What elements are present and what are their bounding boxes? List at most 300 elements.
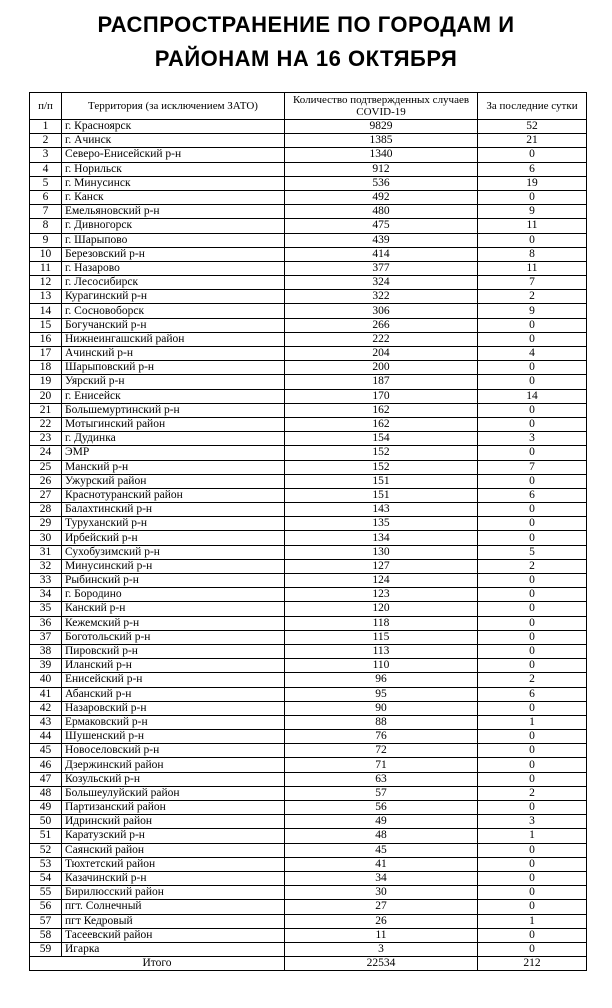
row-number: 9 xyxy=(30,233,62,247)
row-last-day: 0 xyxy=(478,190,587,204)
row-confirmed: 134 xyxy=(285,531,478,545)
row-last-day: 1 xyxy=(478,715,587,729)
table-row xyxy=(30,190,587,204)
page-title-line-2: РАЙОНАМ НА 16 ОКТЯБРЯ xyxy=(154,46,458,71)
row-number: 56 xyxy=(30,900,62,914)
row-number: 35 xyxy=(30,602,62,616)
row-confirmed: 63 xyxy=(285,772,478,786)
row-last-day: 14 xyxy=(478,389,587,403)
row-last-day: 0 xyxy=(478,574,587,588)
row-territory: Енисейский р-н xyxy=(62,673,285,687)
table-row xyxy=(30,801,587,815)
row-number: 1 xyxy=(30,120,62,134)
row-number: 48 xyxy=(30,786,62,800)
row-confirmed: 322 xyxy=(285,290,478,304)
row-territory: Мотыгинский район xyxy=(62,417,285,431)
table-row xyxy=(30,417,587,431)
row-territory: Курагинский р-н xyxy=(62,290,285,304)
row-number: 15 xyxy=(30,318,62,332)
row-confirmed: 49 xyxy=(285,815,478,829)
row-number: 59 xyxy=(30,942,62,956)
table-row xyxy=(30,503,587,517)
row-number: 33 xyxy=(30,574,62,588)
row-territory: Минусинский р-н xyxy=(62,559,285,573)
row-number: 12 xyxy=(30,276,62,290)
row-number: 3 xyxy=(30,148,62,162)
row-number: 25 xyxy=(30,460,62,474)
table-row xyxy=(30,758,587,772)
row-last-day: 0 xyxy=(478,588,587,602)
row-confirmed: 492 xyxy=(285,190,478,204)
table-row xyxy=(30,233,587,247)
row-confirmed: 200 xyxy=(285,361,478,375)
row-number: 22 xyxy=(30,417,62,431)
row-number: 47 xyxy=(30,772,62,786)
table-row xyxy=(30,630,587,644)
table-row xyxy=(30,148,587,162)
covid-cases-table xyxy=(29,92,587,971)
row-territory: Каратузский р-н xyxy=(62,829,285,843)
table-row xyxy=(30,886,587,900)
table-row xyxy=(30,687,587,701)
row-confirmed: 27 xyxy=(285,900,478,914)
row-number: 58 xyxy=(30,928,62,942)
header-last-day: За последние сутки xyxy=(478,93,587,120)
row-territory: Игарка xyxy=(62,942,285,956)
table-row xyxy=(30,701,587,715)
row-territory: Рыбинский р-н xyxy=(62,574,285,588)
row-confirmed: 30 xyxy=(285,886,478,900)
row-number: 49 xyxy=(30,801,62,815)
row-territory: Емельяновский р-н xyxy=(62,205,285,219)
row-territory: Канский р-н xyxy=(62,602,285,616)
row-territory: г. Ачинск xyxy=(62,134,285,148)
table-row xyxy=(30,205,587,219)
row-territory: пгт Кедровый xyxy=(62,914,285,928)
row-territory: г. Сосновоборск xyxy=(62,304,285,318)
row-confirmed: 377 xyxy=(285,261,478,275)
row-confirmed: 41 xyxy=(285,857,478,871)
table-row xyxy=(30,176,587,190)
table-row xyxy=(30,247,587,261)
row-last-day: 3 xyxy=(478,432,587,446)
row-last-day: 0 xyxy=(478,644,587,658)
row-last-day: 0 xyxy=(478,503,587,517)
table-row xyxy=(30,120,587,134)
row-territory: Назаровский р-н xyxy=(62,701,285,715)
row-number: 54 xyxy=(30,871,62,885)
row-confirmed: 3 xyxy=(285,942,478,956)
row-last-day: 3 xyxy=(478,815,587,829)
row-territory: Ачинский р-н xyxy=(62,347,285,361)
row-territory: Уярский р-н xyxy=(62,375,285,389)
table-row xyxy=(30,474,587,488)
row-last-day: 0 xyxy=(478,758,587,772)
row-last-day: 0 xyxy=(478,531,587,545)
row-number: 26 xyxy=(30,474,62,488)
row-confirmed: 72 xyxy=(285,744,478,758)
table-row xyxy=(30,517,587,531)
row-confirmed: 90 xyxy=(285,701,478,715)
row-confirmed: 118 xyxy=(285,616,478,630)
table-row xyxy=(30,928,587,942)
row-last-day: 0 xyxy=(478,928,587,942)
row-confirmed: 88 xyxy=(285,715,478,729)
row-last-day: 6 xyxy=(478,687,587,701)
header-territory: Территория (за исключением ЗАТО) xyxy=(62,93,285,120)
row-confirmed: 124 xyxy=(285,574,478,588)
table-row xyxy=(30,545,587,559)
table-row xyxy=(30,843,587,857)
row-territory: Бирилюсский район xyxy=(62,886,285,900)
row-last-day: 9 xyxy=(478,304,587,318)
row-confirmed: 56 xyxy=(285,801,478,815)
row-confirmed: 152 xyxy=(285,446,478,460)
row-territory: Северо-Енисейский р-н xyxy=(62,148,285,162)
row-number: 34 xyxy=(30,588,62,602)
row-territory: Большеулуйский район xyxy=(62,786,285,800)
row-last-day: 0 xyxy=(478,942,587,956)
row-last-day: 11 xyxy=(478,219,587,233)
table-row xyxy=(30,332,587,346)
row-number: 19 xyxy=(30,375,62,389)
row-last-day: 1 xyxy=(478,829,587,843)
row-confirmed: 115 xyxy=(285,630,478,644)
row-number: 50 xyxy=(30,815,62,829)
table-row xyxy=(30,276,587,290)
table-row xyxy=(30,389,587,403)
row-confirmed: 439 xyxy=(285,233,478,247)
row-last-day: 0 xyxy=(478,233,587,247)
row-territory: Боготольский р-н xyxy=(62,630,285,644)
row-number: 7 xyxy=(30,205,62,219)
row-number: 23 xyxy=(30,432,62,446)
row-territory: г. Бородино xyxy=(62,588,285,602)
table-row xyxy=(30,616,587,630)
row-last-day: 0 xyxy=(478,871,587,885)
header-row xyxy=(30,93,587,120)
row-territory: Саянский район xyxy=(62,843,285,857)
row-confirmed: 536 xyxy=(285,176,478,190)
row-territory: Ермаковский р-н xyxy=(62,715,285,729)
total-last-day: 212 xyxy=(478,957,587,971)
row-territory: Балахтинский р-н xyxy=(62,503,285,517)
row-confirmed: 480 xyxy=(285,205,478,219)
table-row xyxy=(30,162,587,176)
row-territory: Абанский р-н xyxy=(62,687,285,701)
table-row xyxy=(30,715,587,729)
table-row xyxy=(30,588,587,602)
row-territory: ЭМР xyxy=(62,446,285,460)
row-confirmed: 154 xyxy=(285,432,478,446)
table-row xyxy=(30,375,587,389)
row-confirmed: 1385 xyxy=(285,134,478,148)
row-territory: г. Назарово xyxy=(62,261,285,275)
table-row xyxy=(30,772,587,786)
row-confirmed: 475 xyxy=(285,219,478,233)
row-last-day: 0 xyxy=(478,659,587,673)
table-row xyxy=(30,871,587,885)
row-territory: Манский р-н xyxy=(62,460,285,474)
row-last-day: 2 xyxy=(478,559,587,573)
row-number: 8 xyxy=(30,219,62,233)
row-confirmed: 151 xyxy=(285,474,478,488)
row-confirmed: 71 xyxy=(285,758,478,772)
row-number: 43 xyxy=(30,715,62,729)
table-row xyxy=(30,574,587,588)
row-last-day: 2 xyxy=(478,290,587,304)
row-number: 14 xyxy=(30,304,62,318)
row-confirmed: 123 xyxy=(285,588,478,602)
row-last-day: 0 xyxy=(478,857,587,871)
row-number: 57 xyxy=(30,914,62,928)
row-confirmed: 34 xyxy=(285,871,478,885)
row-last-day: 6 xyxy=(478,488,587,502)
row-last-day: 0 xyxy=(478,630,587,644)
row-number: 42 xyxy=(30,701,62,715)
row-territory: Дзержинский район xyxy=(62,758,285,772)
table-row xyxy=(30,432,587,446)
row-confirmed: 162 xyxy=(285,417,478,431)
row-confirmed: 76 xyxy=(285,730,478,744)
row-confirmed: 152 xyxy=(285,460,478,474)
table-row xyxy=(30,304,587,318)
row-number: 31 xyxy=(30,545,62,559)
row-confirmed: 222 xyxy=(285,332,478,346)
row-last-day: 11 xyxy=(478,261,587,275)
table-row xyxy=(30,261,587,275)
row-confirmed: 95 xyxy=(285,687,478,701)
row-last-day: 2 xyxy=(478,673,587,687)
row-territory: Козульский р-н xyxy=(62,772,285,786)
row-confirmed: 127 xyxy=(285,559,478,573)
row-confirmed: 162 xyxy=(285,403,478,417)
row-last-day: 0 xyxy=(478,886,587,900)
row-number: 46 xyxy=(30,758,62,772)
row-confirmed: 170 xyxy=(285,389,478,403)
row-number: 30 xyxy=(30,531,62,545)
row-number: 45 xyxy=(30,744,62,758)
row-last-day: 0 xyxy=(478,900,587,914)
row-territory: Нижнеингашский район xyxy=(62,332,285,346)
table-row xyxy=(30,403,587,417)
total-label: Итого xyxy=(30,957,285,971)
row-confirmed: 266 xyxy=(285,318,478,332)
table-row xyxy=(30,673,587,687)
row-confirmed: 912 xyxy=(285,162,478,176)
row-territory: Богучанский р-н xyxy=(62,318,285,332)
table-row xyxy=(30,914,587,928)
row-territory: Иланский р-н xyxy=(62,659,285,673)
row-territory: г. Енисейск xyxy=(62,389,285,403)
row-last-day: 9 xyxy=(478,205,587,219)
row-last-day: 0 xyxy=(478,616,587,630)
row-territory: Краснотуранский район xyxy=(62,488,285,502)
row-number: 24 xyxy=(30,446,62,460)
row-territory: г. Красноярск xyxy=(62,120,285,134)
row-number: 32 xyxy=(30,559,62,573)
row-number: 40 xyxy=(30,673,62,687)
table-row xyxy=(30,559,587,573)
row-last-day: 0 xyxy=(478,417,587,431)
total-row xyxy=(30,957,587,971)
row-last-day: 0 xyxy=(478,843,587,857)
row-last-day: 7 xyxy=(478,276,587,290)
row-number: 27 xyxy=(30,488,62,502)
row-confirmed: 1340 xyxy=(285,148,478,162)
row-last-day: 0 xyxy=(478,744,587,758)
row-last-day: 19 xyxy=(478,176,587,190)
table-row xyxy=(30,730,587,744)
row-confirmed: 11 xyxy=(285,928,478,942)
header-confirmed: Количество подтвержденных случаев COVID-19 xyxy=(285,93,478,120)
row-confirmed: 143 xyxy=(285,503,478,517)
header-number: п/п xyxy=(30,93,62,120)
table-row xyxy=(30,942,587,956)
row-territory: г. Канск xyxy=(62,190,285,204)
row-territory: Кежемский р-н xyxy=(62,616,285,630)
row-confirmed: 110 xyxy=(285,659,478,673)
row-last-day: 0 xyxy=(478,446,587,460)
table-row xyxy=(30,488,587,502)
row-territory: пгт. Солнечный xyxy=(62,900,285,914)
table-row xyxy=(30,531,587,545)
table-row xyxy=(30,134,587,148)
row-number: 2 xyxy=(30,134,62,148)
row-territory: г. Лесосибирск xyxy=(62,276,285,290)
row-number: 51 xyxy=(30,829,62,843)
table-row xyxy=(30,347,587,361)
table-header xyxy=(30,93,587,120)
row-confirmed: 135 xyxy=(285,517,478,531)
row-territory: Ирбейский р-н xyxy=(62,531,285,545)
row-last-day: 0 xyxy=(478,772,587,786)
row-number: 13 xyxy=(30,290,62,304)
row-territory: Сухобузимский р-н xyxy=(62,545,285,559)
row-territory: г. Норильск xyxy=(62,162,285,176)
row-last-day: 0 xyxy=(478,517,587,531)
row-confirmed: 204 xyxy=(285,347,478,361)
row-last-day: 1 xyxy=(478,914,587,928)
row-last-day: 5 xyxy=(478,545,587,559)
row-confirmed: 130 xyxy=(285,545,478,559)
table-row xyxy=(30,900,587,914)
row-number: 39 xyxy=(30,659,62,673)
row-last-day: 0 xyxy=(478,701,587,715)
row-number: 16 xyxy=(30,332,62,346)
table-row xyxy=(30,786,587,800)
row-last-day: 0 xyxy=(478,730,587,744)
row-confirmed: 57 xyxy=(285,786,478,800)
row-number: 38 xyxy=(30,644,62,658)
row-number: 21 xyxy=(30,403,62,417)
row-territory: Тюхтетский район xyxy=(62,857,285,871)
row-last-day: 0 xyxy=(478,801,587,815)
row-number: 44 xyxy=(30,730,62,744)
row-last-day: 52 xyxy=(478,120,587,134)
row-number: 41 xyxy=(30,687,62,701)
row-territory: Тасеевский район xyxy=(62,928,285,942)
row-number: 20 xyxy=(30,389,62,403)
table-row xyxy=(30,318,587,332)
table-row xyxy=(30,744,587,758)
table-row xyxy=(30,815,587,829)
row-number: 17 xyxy=(30,347,62,361)
row-number: 5 xyxy=(30,176,62,190)
row-territory: г. Минусинск xyxy=(62,176,285,190)
row-confirmed: 187 xyxy=(285,375,478,389)
table-row xyxy=(30,602,587,616)
table-row xyxy=(30,446,587,460)
row-confirmed: 151 xyxy=(285,488,478,502)
table-row xyxy=(30,857,587,871)
row-last-day: 0 xyxy=(478,318,587,332)
table-row xyxy=(30,361,587,375)
row-number: 10 xyxy=(30,247,62,261)
row-confirmed: 45 xyxy=(285,843,478,857)
table-row xyxy=(30,219,587,233)
page-title-line-1: РАСПРОСТРАНЕНИЕ ПО ГОРОДАМ И xyxy=(97,12,515,37)
row-number: 55 xyxy=(30,886,62,900)
row-territory: Большемуртинский р-н xyxy=(62,403,285,417)
row-last-day: 0 xyxy=(478,148,587,162)
row-number: 28 xyxy=(30,503,62,517)
row-last-day: 0 xyxy=(478,361,587,375)
table-row xyxy=(30,644,587,658)
row-last-day: 7 xyxy=(478,460,587,474)
row-confirmed: 26 xyxy=(285,914,478,928)
row-number: 11 xyxy=(30,261,62,275)
row-confirmed: 113 xyxy=(285,644,478,658)
row-confirmed: 324 xyxy=(285,276,478,290)
row-territory: Пировский р-н xyxy=(62,644,285,658)
row-last-day: 0 xyxy=(478,403,587,417)
row-territory: Ужурский район xyxy=(62,474,285,488)
row-territory: Шарыповский р-н xyxy=(62,361,285,375)
row-last-day: 8 xyxy=(478,247,587,261)
row-confirmed: 414 xyxy=(285,247,478,261)
row-territory: Идринский район xyxy=(62,815,285,829)
row-last-day: 0 xyxy=(478,474,587,488)
table-row xyxy=(30,659,587,673)
row-last-day: 2 xyxy=(478,786,587,800)
row-confirmed: 306 xyxy=(285,304,478,318)
row-territory: Партизанский район xyxy=(62,801,285,815)
row-number: 36 xyxy=(30,616,62,630)
row-confirmed: 120 xyxy=(285,602,478,616)
row-confirmed: 9829 xyxy=(285,120,478,134)
row-last-day: 0 xyxy=(478,375,587,389)
row-last-day: 6 xyxy=(478,162,587,176)
row-number: 29 xyxy=(30,517,62,531)
row-territory: Шушенский р-н xyxy=(62,730,285,744)
row-territory: г. Дивногорск xyxy=(62,219,285,233)
table-row xyxy=(30,290,587,304)
row-territory: г. Дудинка xyxy=(62,432,285,446)
row-confirmed: 96 xyxy=(285,673,478,687)
row-last-day: 4 xyxy=(478,347,587,361)
table-row xyxy=(30,460,587,474)
row-number: 37 xyxy=(30,630,62,644)
table-row xyxy=(30,829,587,843)
total-confirmed: 22534 xyxy=(285,957,478,971)
row-number: 4 xyxy=(30,162,62,176)
row-number: 53 xyxy=(30,857,62,871)
row-territory: Казачинский р-н xyxy=(62,871,285,885)
row-territory: г. Шарыпово xyxy=(62,233,285,247)
row-last-day: 0 xyxy=(478,602,587,616)
row-last-day: 0 xyxy=(478,332,587,346)
